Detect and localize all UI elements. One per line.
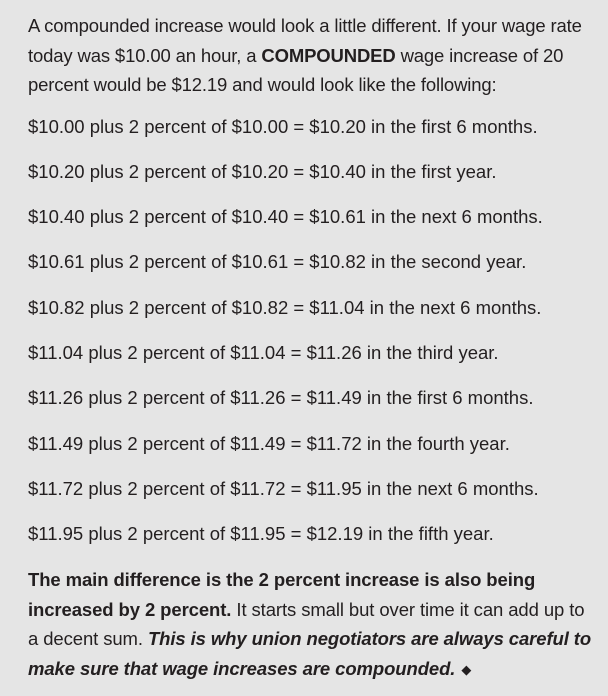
step-line: $11.95 plus 2 percent of $11.95 = $12.19 in the fifth year. (28, 523, 494, 545)
negotiators-emphasis: This is why union negotiators are always careful to make sure that wage increases are compounded. (28, 628, 592, 679)
closing-paragraph (28, 565, 592, 684)
compounding-steps-list (28, 116, 592, 569)
intro-text-start: A compounded increase would look a little different. If your wage rate today was $10.00 an hour, a (28, 15, 582, 66)
compounded-emphasis: COMPOUNDED (261, 44, 396, 66)
step-line: $10.00 plus 2 percent of $10.00 = $10.20 in the first 6 months. (28, 115, 538, 137)
step-line: $11.04 plus 2 percent of $11.04 = $11.26 in the third year. (28, 341, 499, 363)
step-line: $10.40 plus 2 percent of $10.40 = $10.61 in the next 6 months. (28, 206, 543, 228)
step-line: $11.49 plus 2 percent of $11.49 = $11.72 in the fourth year. (28, 432, 510, 454)
intro-text-end: wage increase of 20 percent would be $12.19 and would look like the following: (28, 44, 564, 95)
closing-regular-text: It starts small but over time it can add up to a decent sum. (28, 598, 585, 650)
step-line: $10.82 plus 2 percent of $10.82 = $11.04 in the next 6 months. (28, 296, 542, 318)
main-difference-text: The main difference is the 2 percent increase is also being increased by 2 percent. (28, 569, 536, 620)
end-mark-icon: ◆ (461, 661, 472, 677)
step-line: $11.26 plus 2 percent of $11.26 = $11.49 in the first 6 months. (28, 387, 534, 409)
step-line: $10.20 plus 2 percent of $10.20 = $10.40 in the first year. (28, 160, 497, 182)
step-line: $11.72 plus 2 percent of $11.72 = $11.95 in the next 6 months. (28, 477, 539, 499)
intro-paragraph (28, 11, 592, 100)
step-line: $10.61 plus 2 percent of $10.61 = $10.82 in the second year. (28, 251, 527, 273)
